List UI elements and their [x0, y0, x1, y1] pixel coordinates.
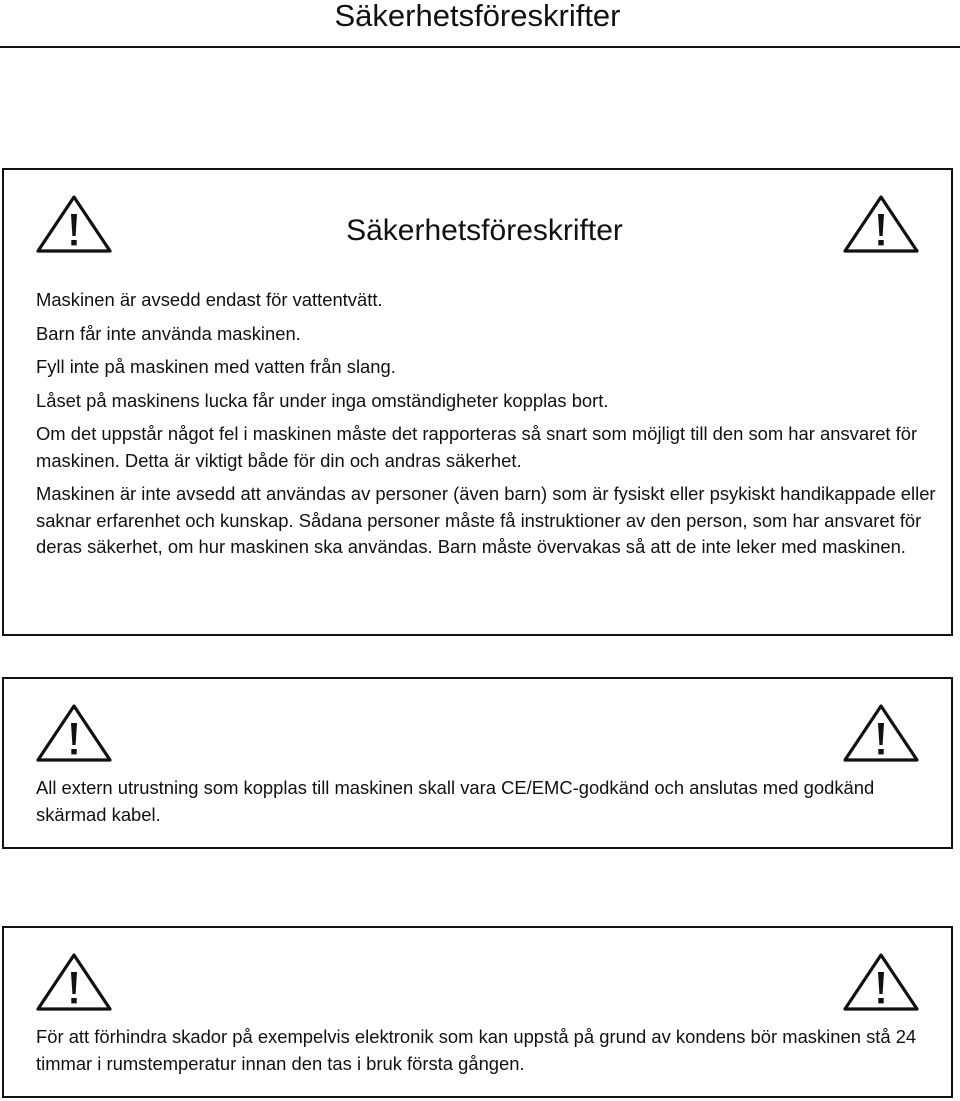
warning-triangle-icon: [841, 950, 921, 1014]
safety-instruction: Barn får inte använda maskinen.: [36, 322, 301, 344]
safety-instructions-list: [36, 287, 941, 568]
page-title: Säkerhetsföreskrifter: [334, 0, 621, 33]
safety-instruction: Maskinen är inte avsedd att användas av personer (även barn) som är fysiskt eller psykiskt handikappade eller saknar erfarenhet och kunskap. Sådana personer måste få instruktioner av den person, som har ansvaret för deras säkerhet, om hur maskinen ska användas. Barn måste övervakas så att de inte leker med maskinen.: [36, 483, 936, 557]
safety-instruction: Låset på maskinens lucka får under inga omständigheter kopplas bort.: [36, 389, 609, 411]
title-divider: [0, 46, 960, 48]
safety-instruction: Fyll inte på maskinen med vatten från slang.: [36, 356, 396, 377]
warning-triangle-icon: [841, 192, 921, 256]
warning-text: All extern utrustning som kopplas till maskinen skall vara CE/EMC-godkänd och anslutas med godkänd skärmad kabel.: [36, 777, 875, 825]
box-heading: Säkerhetsföreskrifter: [346, 214, 623, 247]
warning-triangle-icon: [34, 701, 114, 765]
condensation-warning-box: [2, 926, 953, 1098]
equipment-warning-box: [2, 677, 953, 849]
warning-triangle-icon: [841, 701, 921, 765]
warning-text: För att förhindra skador på exempelvis elektronik som kan uppstå på grund av kondens bör maskinen stå 24 timmar i rumstemperatur innan den tas i bruk första gången.: [36, 1026, 917, 1074]
safety-instruction: Maskinen är avsedd endast för vattentvätt.: [36, 289, 383, 310]
safety-instruction: Om det uppstår något fel i maskinen måste det rapporteras så snart som möjligt till den som har ansvaret för maskinen. Detta är viktigt både för din och andras säkerhet.: [36, 423, 918, 471]
safety-warning-box: [2, 168, 953, 636]
warning-triangle-icon: [34, 950, 114, 1014]
